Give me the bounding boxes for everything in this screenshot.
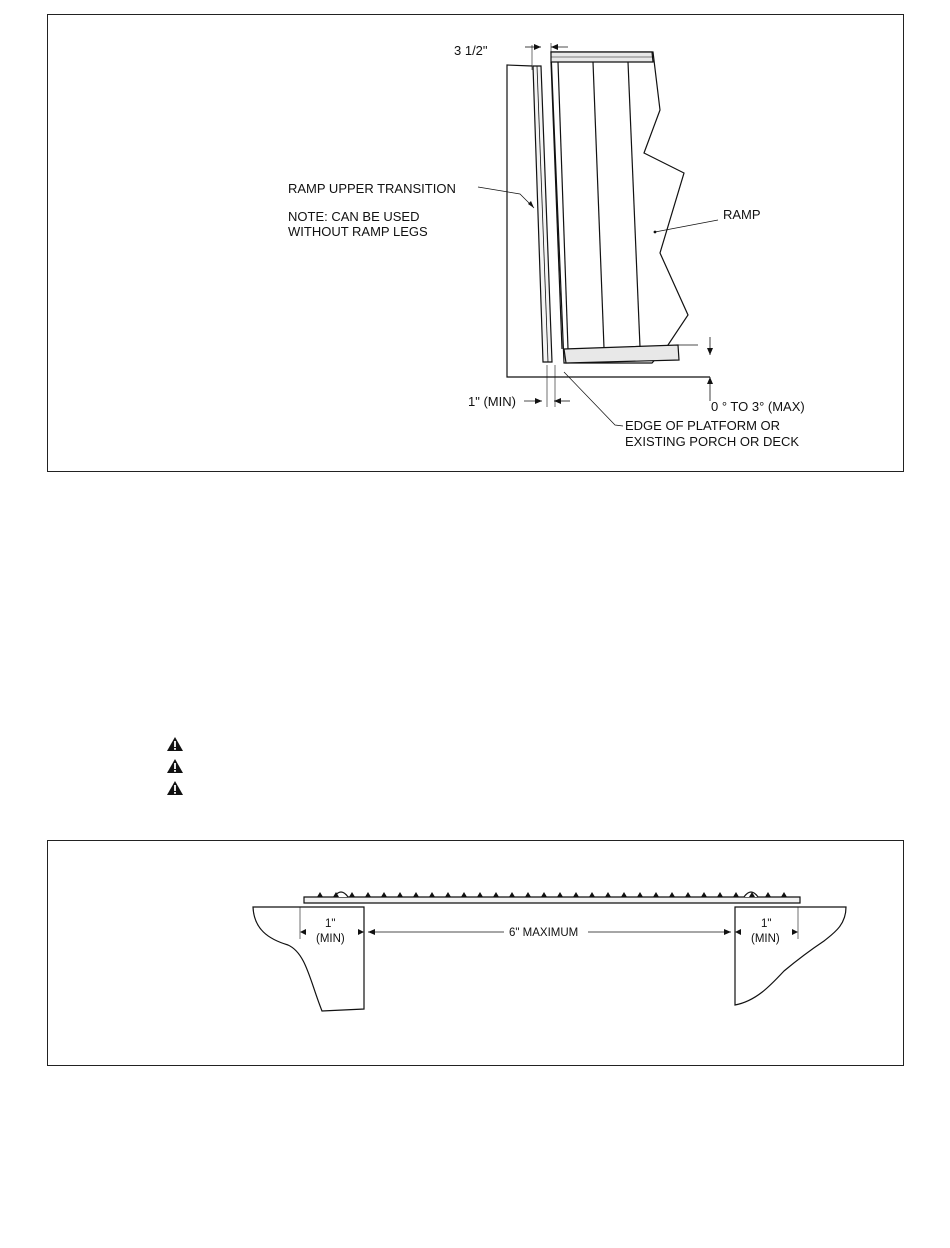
threshold-plate: [304, 897, 800, 903]
plate-tooth: [349, 892, 355, 897]
plate-tooth: [381, 892, 387, 897]
plate-tooth: [781, 892, 787, 897]
plate-tooth: [733, 892, 739, 897]
ramp-label: RAMP: [723, 207, 761, 222]
plate-tooth: [701, 892, 707, 897]
plate-tooth: [637, 892, 643, 897]
plate-tooth: [605, 892, 611, 897]
left-gap-label: 1": [325, 918, 336, 930]
warning-triangle-icon: [166, 780, 184, 796]
plate-tooth: [765, 892, 771, 897]
plate-tooth: [525, 892, 531, 897]
plate-tooth: [573, 892, 579, 897]
warning-triangle-icon: [166, 758, 184, 774]
ramp-transition-drawing: [48, 15, 903, 471]
ramp-transition-figure: [47, 14, 904, 472]
plate-tooth: [397, 892, 403, 897]
plate-tooth: [653, 892, 659, 897]
plate-tooth: [589, 892, 595, 897]
edge-line-2: EXISTING PORCH OR DECK: [625, 434, 800, 449]
plate-tooth: [461, 892, 467, 897]
plate-tooth: [685, 892, 691, 897]
left-gap-sub-label: (MIN): [316, 933, 345, 945]
edge-line-1: EDGE OF PLATFORM OR: [625, 418, 781, 433]
plate-teeth: [317, 892, 787, 897]
gap-detail-figure: [47, 840, 904, 1066]
right-support: [735, 907, 846, 1005]
plate-tooth: [317, 892, 323, 897]
plate-tooth: [413, 892, 419, 897]
ramp-body: [551, 52, 688, 363]
plate-tooth: [621, 892, 627, 897]
right-gap-label: 1": [761, 918, 772, 930]
note-line-2: WITHOUT RAMP LEGS: [288, 224, 428, 239]
angle-label: 0 ° TO 3° (MAX): [711, 399, 805, 414]
plate-tooth: [669, 892, 675, 897]
plate-tooth: [445, 892, 451, 897]
gap-detail-drawing: [48, 841, 903, 1065]
dim-1-min-label: 1" (MIN): [468, 394, 516, 409]
plate-tooth: [365, 892, 371, 897]
plate-tooth: [493, 892, 499, 897]
plate-tooth: [509, 892, 515, 897]
plate-tooth: [477, 892, 483, 897]
span-label: 6" MAXIMUM: [509, 927, 579, 939]
right-gap-sub-label: (MIN): [751, 933, 780, 945]
plate-tooth: [429, 892, 435, 897]
warning-triangle-icon: [166, 736, 184, 752]
left-support: [253, 907, 364, 1011]
upper-transition-label: RAMP UPPER TRANSITION: [288, 181, 456, 196]
plate-tooth: [717, 892, 723, 897]
plate-tooth: [557, 892, 563, 897]
dim-3-5-label: 3 1/2": [454, 43, 488, 58]
plate-tooth: [541, 892, 547, 897]
note-line-1: NOTE: CAN BE USED: [288, 209, 420, 224]
